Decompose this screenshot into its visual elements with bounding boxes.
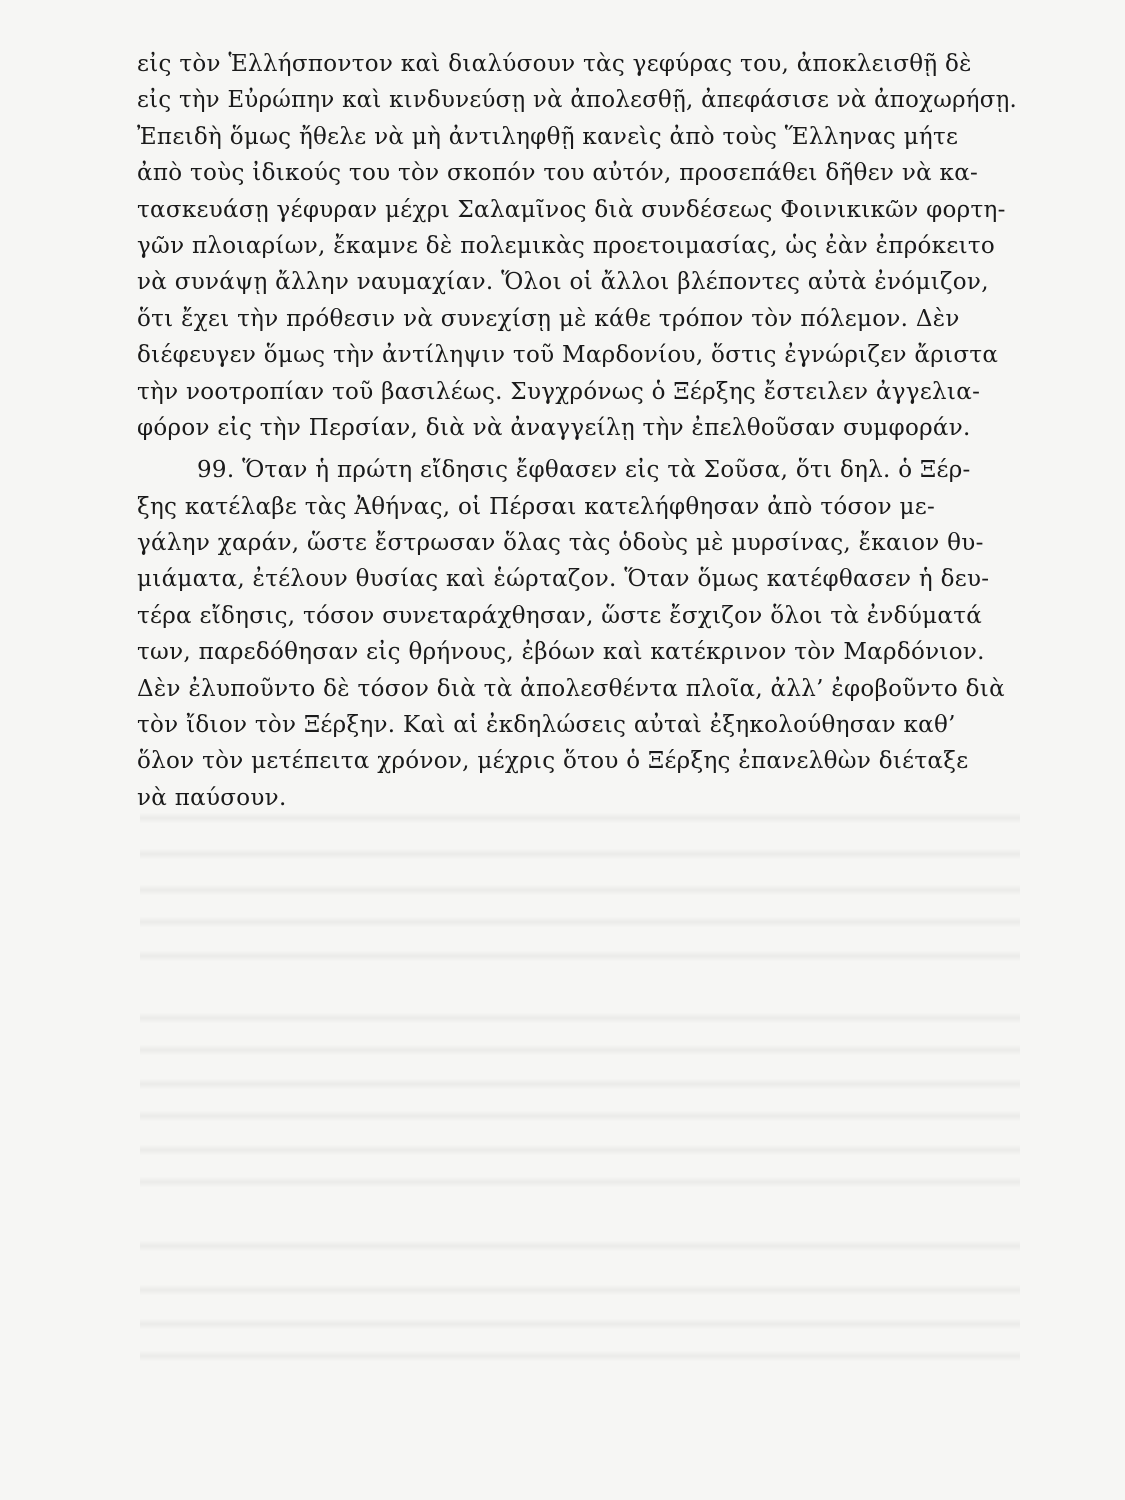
text-line: των, παρεδόθησαν εἰς θρήνους, ἐβόων καὶ κατέκρινον τὸν Μαρδόνιον. [137,639,985,666]
show-through-line [140,1110,1020,1122]
text-line: νὰ συνάψῃ ἄλλην ναυμαχίαν. Ὅλοι οἱ ἄλλοι βλέποντες αὐτὰ ἐνόμιζον, [137,269,989,296]
text-line: τὸν ἴδιον τὸν Ξέρξην. Καὶ αἱ ἐκδηλώσεις αὐταὶ ἐξηκολούθησαν καθ’ [137,712,956,739]
show-through-line [140,916,1020,928]
text-line: ξης κατέλαβε τὰς Ἀθήνας, οἱ Πέρσαι κατελήφθησαν ἀπὸ τόσον με- [137,493,936,520]
show-through-line [140,1078,1020,1090]
paragraph-99 [137,452,1017,816]
show-through-line [140,1044,1020,1056]
text-line: τὴν νοοτροπίαν τοῦ βασιλέως. Συγχρόνως ὁ Ξέρξης ἔστειλεν ἀγγελια- [137,378,981,405]
text-line: Δὲν ἐλυποῦντο δὲ τόσον διὰ τὰ ἀπολεσθέντα πλοῖα, ἀλλ’ ἐφοβοῦντο διὰ [137,675,1005,702]
show-through-line [140,950,1020,962]
text-line: διέφευγεν ὅμως τὴν ἀντίληψιν τοῦ Μαρδονίου, ὅστις ἐγνώριζεν ἄριστα [137,342,999,369]
show-through-line [140,848,1020,860]
text-line: 99. Ὅταν ἡ πρώτη εἴδησις ἔφθασεν εἰς τὰ Σοῦσα, ὅτι δηλ. ὁ Ξέρ- [197,457,971,484]
show-through-line [140,1012,1020,1024]
text-line: ὅτι ἔχει τὴν πρόθεσιν νὰ συνεχίσῃ μὲ κάθε τρόπον τὸν πόλεμον. Δὲν [137,305,960,332]
text-line: ὅλον τὸν μετέπειτα χρόνον, μέχρις ὅτου ὁ Ξέρξης ἐπανελθὼν διέταξε [137,748,969,775]
show-through-line [140,1176,1020,1188]
text-line: γάλην χαράν, ὥστε ἔστρωσαν ὅλας τὰς ὁδοὺς μὲ μυρσίνας, ἔκαιον θυ- [137,530,984,557]
text-line: νὰ παύσουν. [137,784,287,811]
text-line: γῶν πλοιαρίων, ἔκαμνε δὲ πολεμικὰς προετοιμασίας, ὡς ἐὰν ἐπρόκειτο [137,232,996,259]
text-line: εἰς τὴν Εὐρώπην καὶ κινδυνεύσῃ νὰ ἀπολεσθῇ, ἀπεφάσισε νὰ ἀποχωρήσῃ. [137,87,1018,114]
text-line: Ἐπειδὴ ὅμως ἤθελε νὰ μὴ ἀντιληφθῇ κανεὶς ἀπὸ τοὺς Ἕλληνας μήτε [137,123,959,150]
text-line: μιάματα, ἐτέλουν θυσίας καὶ ἑώρταζον. Ὅταν ὅμως κατέφθασεν ἡ δευ- [137,566,990,593]
paragraph [137,46,1017,446]
show-through-line [140,1350,1020,1362]
text-line: τασκευάσῃ γέφυραν μέχρι Σαλαμῖνος διὰ συνδέσεως Φοινικικῶν φορτη- [137,196,1006,223]
text-line: ἀπὸ τοὺς ἰδικούς του τὸν σκοπόν του αὐτόν, προσεπάθει δῆθεν νὰ κα- [137,160,979,187]
text-line: εἰς τὸν Ἑλλήσποντον καὶ διαλύσουν τὰς γεφύρας του, ἀποκλεισθῇ δὲ [137,51,972,77]
text-line: τέρα εἴδησις, τόσον συνεταράχθησαν, ὥστε ἔσχιζον ὅλοι τὰ ἐνδύματά [137,602,983,629]
show-through-line [140,1144,1020,1156]
show-through-line [140,1284,1020,1296]
show-through-line [140,1318,1020,1330]
text-line: φόρον εἰς τὴν Περσίαν, διὰ νὰ ἀναγγείλῃ τὴν ἐπελθοῦσαν συμφοράν. [137,414,971,441]
show-through-line [140,884,1020,896]
show-through-line [140,1240,1020,1252]
body-text [137,46,1017,816]
